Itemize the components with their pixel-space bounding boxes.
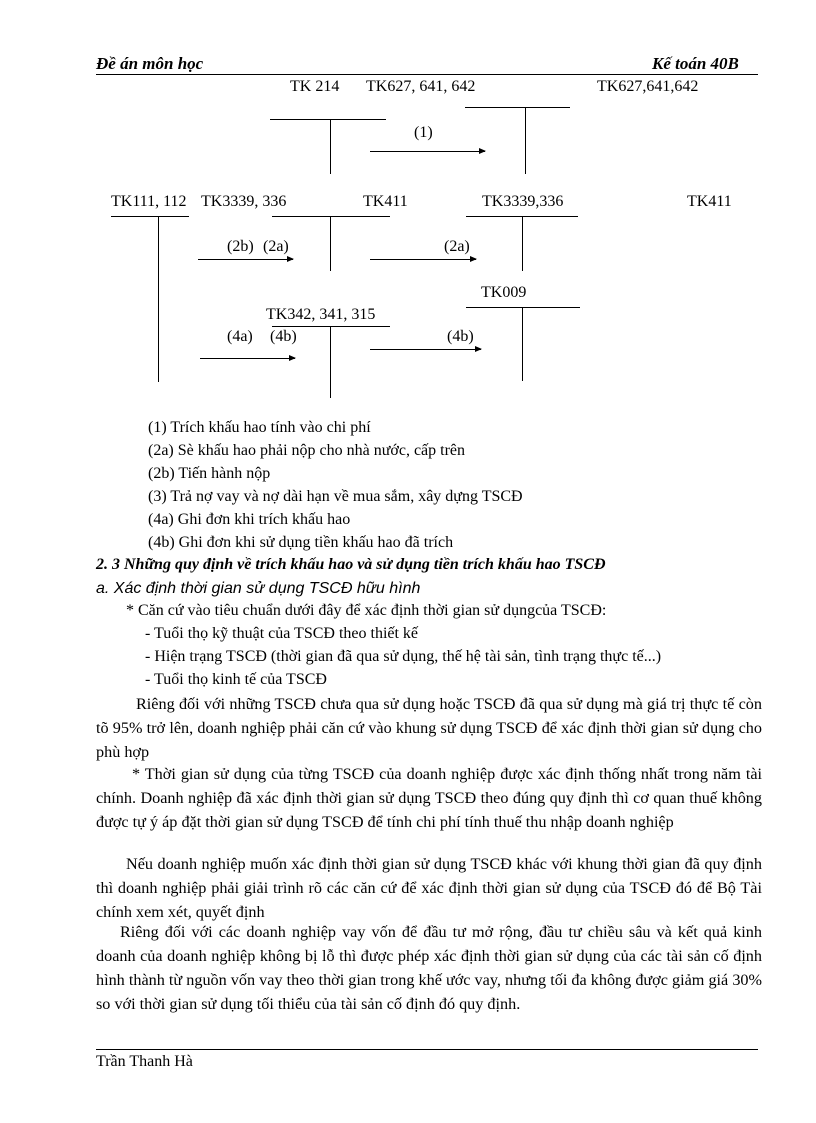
header-right: Kế toán 40B — [652, 54, 739, 73]
account-tk342: TK342, 341, 315 — [266, 306, 376, 323]
legend-item: (3) Trả nợ vay và nợ dài hạn về mua sắm, xây dựng TSCĐ — [148, 488, 523, 505]
criteria-item: - Tuổi thọ kinh tế của TSCĐ — [145, 671, 327, 688]
legend-item: (2a) Sè khấu hao phải nộp cho nhà nước, cấp trên — [148, 442, 466, 459]
legend-item: (4a) Ghi đơn khi trích khấu hao — [148, 511, 351, 528]
t-account-tk111-top — [111, 216, 189, 217]
t-account-tk3339-top — [272, 216, 390, 217]
legend-item: (4b) Ghi đơn khi sử dụng tiền khấu hao đã trích — [148, 534, 454, 551]
t-account-tk009-stem — [522, 307, 523, 381]
t-account-tk342-top — [272, 326, 390, 327]
account-tk111: TK111, 112 — [111, 193, 187, 210]
arrow-4b — [370, 349, 481, 350]
criteria-intro: * Căn cứ vào tiêu chuẩn dưới đây để xác định thời gian sử dụngcủa TSCĐ: — [126, 602, 607, 619]
t-account-tk627-stem — [525, 107, 526, 174]
account-tk627-top: TK627, 641, 642 — [366, 78, 476, 95]
account-tk214: TK 214 — [290, 78, 340, 95]
t-account-tk342-stem — [330, 326, 331, 398]
t-account-tk3339r-stem — [522, 216, 523, 271]
arrow-label-2a-right: (2a) — [444, 238, 470, 255]
arrow-label-4b-left: (4b) — [270, 328, 297, 345]
account-tk411-mid: TK411 — [363, 193, 408, 210]
criteria-item: - Hiện trạng TSCĐ (thời gian đã qua sử dụng, thế hệ tài sản, tình trạng thực tế...) — [145, 648, 662, 665]
account-tk3339-right: TK3339,336 — [482, 193, 564, 210]
account-tk3339-left: TK3339, 336 — [201, 193, 287, 210]
paragraph-4: Riêng đối với các doanh nghiệp vay vốn để đầu tư mở rộng, đầu tư chiều sâu và kết quả kinh doanh của doanh nghiệp không bị lỗ thì được phép xác định thời gian sử dụng của các tài sản cố định hình thành từ nguồn vốn vay theo thời gian trong khế ước vay, nhưng tối đa không được giảm giá 30% so với thời gian sử dụng tối thiểu của tài sản cố định đó quy định. — [96, 923, 762, 1013]
subsection-title: a. Xác định thời gian sử dụng TSCĐ hữu hình — [96, 580, 421, 597]
arrow-label-4a: (4a) — [227, 328, 253, 345]
footer-rule — [96, 1049, 758, 1050]
arrow-label-2a-left: (2a) — [263, 238, 289, 255]
account-tk009: TK009 — [481, 284, 527, 301]
arrow-label-4b-right: (4b) — [447, 328, 474, 345]
header-left: Đề án môn học — [96, 54, 204, 73]
t-account-tk214-top — [270, 119, 386, 120]
arrow-label-2b: (2b) — [227, 238, 254, 255]
account-tk411-right: TK411 — [687, 193, 732, 210]
header-rule — [96, 74, 758, 75]
arrow-2a — [370, 259, 476, 260]
legend-item: (1) Trích khấu hao tính vào chi phí — [148, 419, 371, 436]
legend-item: (2b) Tiến hành nộp — [148, 465, 271, 482]
criteria-item: - Tuổi thọ kỹ thuật của TSCĐ theo thiết kế — [145, 625, 419, 642]
paragraph-2: * Thời gian sử dụng của từng TSCĐ của doanh nghiệp được xác định thống nhất trong năm tài chính. Doanh nghiệp đã xác định thời gian sử dụng TSCĐ theo đúng quy định thì cơ quan thuế không được tự ý áp đặt thời gian sử dụng TSCĐ để tính chi phí tính thuế thu nhập doanh nghiệp — [96, 765, 762, 831]
t-account-tk627-top — [465, 107, 570, 108]
t-account-tk3339-stem — [330, 216, 331, 271]
arrow-4a-4b — [200, 358, 295, 359]
account-tk627-right: TK627,641,642 — [597, 78, 699, 95]
t-account-tk111-stem — [158, 216, 159, 382]
arrow-label-1: (1) — [414, 124, 433, 141]
arrow-1 — [370, 151, 485, 152]
paragraph-1: Riêng đối với những TSCĐ chưa qua sử dụng hoặc TSCĐ đã qua sử dụng mà giá trị thực tế còn tõ 95% trở lên, doanh nghiệp phải căn cứ vào khung sử dụng TSCĐ để xác định thời gian sử dụng cho phù hợp — [96, 695, 762, 761]
t-account-tk009-top — [466, 307, 580, 308]
paragraph-3: Nếu doanh nghiệp muốn xác định thời gian sử dụng TSCĐ khác với khung thời gian đã quy định thì doanh nghiệp phải giải trình rõ các căn cứ để xác định thời gian sử dụng của TSCĐ đó để Bộ Tài chính xem xét, quyết định — [96, 855, 762, 921]
t-account-tk214-stem — [330, 119, 331, 174]
section-title: 2. 3 Những quy định về trích khấu hao và sử dụng tiền trích khấu hao TSCĐ — [96, 556, 606, 573]
arrow-2b-2a — [198, 259, 293, 260]
footer-author: Trần Thanh Hà — [96, 1053, 193, 1070]
